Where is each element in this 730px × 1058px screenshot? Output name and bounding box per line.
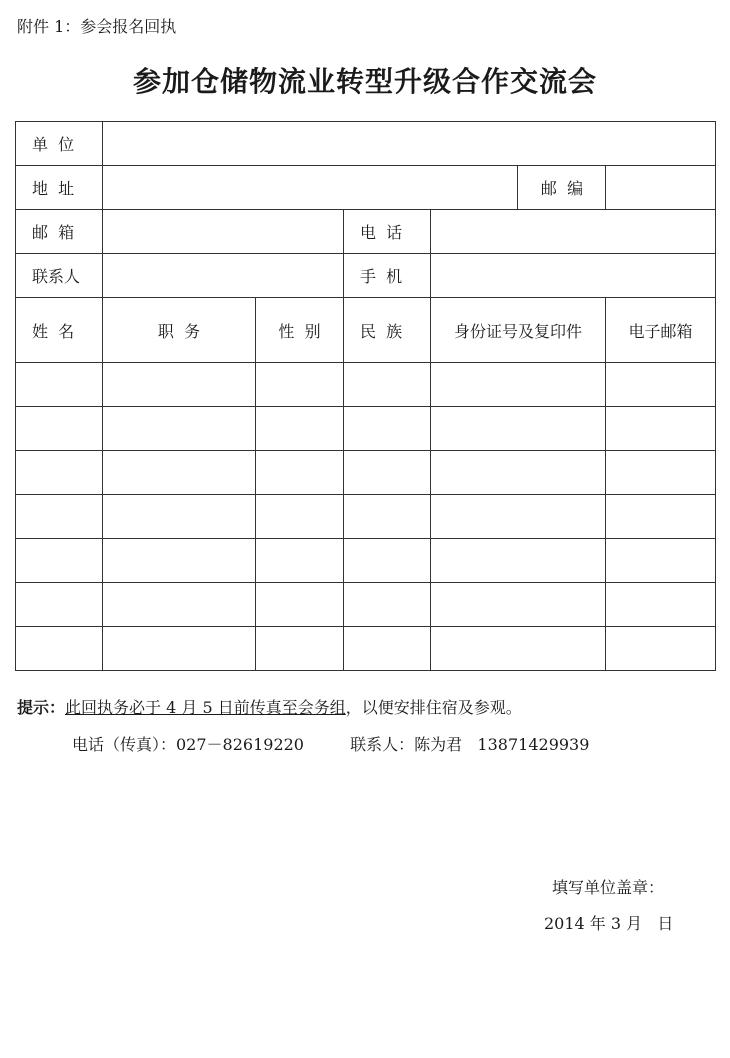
- stamp-label: 填写单位盖章：: [552, 878, 665, 897]
- table-cell[interactable]: [256, 407, 344, 451]
- phone-label: 电 话: [344, 210, 431, 254]
- table-cell[interactable]: [431, 627, 606, 671]
- registration-form-table: [15, 121, 716, 671]
- hint-label: 提示：: [17, 698, 66, 717]
- table-cell[interactable]: [606, 539, 716, 583]
- phone-field[interactable]: [431, 210, 716, 254]
- table-cell[interactable]: [103, 539, 256, 583]
- table-row: [16, 539, 716, 583]
- table-cell[interactable]: [256, 583, 344, 627]
- table-cell[interactable]: [103, 495, 256, 539]
- table-row: [16, 583, 716, 627]
- table-row: [16, 407, 716, 451]
- table-cell[interactable]: [344, 495, 431, 539]
- table-cell[interactable]: [344, 363, 431, 407]
- table-row: [16, 363, 716, 407]
- table-cell[interactable]: [103, 451, 256, 495]
- mobile-field[interactable]: [431, 254, 716, 298]
- table-cell[interactable]: [16, 451, 103, 495]
- contact-person: 联系人：陈为君 13871429939: [350, 735, 590, 754]
- postcode-label-text: 邮 编: [540, 178, 584, 198]
- mobile-label: 手 机: [344, 254, 431, 298]
- contact-field[interactable]: [103, 254, 344, 298]
- attachment-label: 附件 1：参会报名回执: [17, 17, 177, 36]
- form-row-email: [16, 210, 716, 254]
- table-cell[interactable]: [16, 539, 103, 583]
- table-cell[interactable]: [103, 363, 256, 407]
- column-header-ethnicity: 民 族: [344, 298, 431, 363]
- notes: [17, 695, 522, 718]
- table-cell[interactable]: [16, 363, 103, 407]
- contact-label: 联系人: [16, 254, 103, 298]
- table-cell[interactable]: [344, 627, 431, 671]
- table-cell[interactable]: [16, 407, 103, 451]
- column-header-email: 电子邮箱: [606, 298, 716, 363]
- table-cell[interactable]: [606, 583, 716, 627]
- column-header-gender: 性 别: [256, 298, 344, 363]
- unit-field[interactable]: [103, 122, 716, 166]
- table-cell[interactable]: [606, 407, 716, 451]
- table-cell[interactable]: [256, 451, 344, 495]
- form-row-contact: [16, 254, 716, 298]
- table-cell[interactable]: [431, 451, 606, 495]
- table-cell[interactable]: [606, 363, 716, 407]
- table-cell[interactable]: [606, 627, 716, 671]
- hint-rest: ，以便安排住宿及参观。: [345, 698, 522, 717]
- table-cell[interactable]: [344, 539, 431, 583]
- email-field[interactable]: [103, 210, 344, 254]
- contact-info: [72, 732, 589, 755]
- table-cell[interactable]: [431, 363, 606, 407]
- address-label: 地 址: [16, 166, 103, 210]
- table-cell[interactable]: [103, 407, 256, 451]
- hint-underlined: 此回执务必于 4 月 5 日前传真至会务组: [65, 698, 346, 717]
- table-cell[interactable]: [344, 451, 431, 495]
- table-cell[interactable]: [16, 495, 103, 539]
- signature-date: 2014 年 3 月 日: [544, 914, 674, 933]
- table-cell[interactable]: [344, 407, 431, 451]
- postcode-cell: [606, 166, 716, 210]
- table-cell[interactable]: [256, 363, 344, 407]
- table-cell[interactable]: [16, 583, 103, 627]
- form-row-unit: [16, 122, 716, 166]
- column-header-id-number: 身份证号及复印件: [431, 298, 606, 363]
- column-header-name: 姓 名: [16, 298, 103, 363]
- table-cell[interactable]: [256, 495, 344, 539]
- phone-fax: 电话（传真）：027－82619220: [72, 735, 304, 754]
- table-cell[interactable]: [431, 495, 606, 539]
- table-cell[interactable]: [16, 627, 103, 671]
- table-cell[interactable]: [256, 627, 344, 671]
- table-cell[interactable]: [431, 539, 606, 583]
- table-cell[interactable]: [256, 539, 344, 583]
- postcode-label: [517, 165, 606, 209]
- form-row-address: [16, 166, 716, 210]
- table-cell[interactable]: [103, 583, 256, 627]
- table-cell[interactable]: [431, 583, 606, 627]
- table-row: [16, 451, 716, 495]
- table-cell[interactable]: [606, 451, 716, 495]
- table-row: [16, 495, 716, 539]
- table-row: [16, 627, 716, 671]
- table-cell[interactable]: [606, 495, 716, 539]
- email-label: 邮 箱: [16, 210, 103, 254]
- unit-label: 单 位: [16, 122, 103, 166]
- table-header-row: [16, 298, 716, 363]
- page-title: 参加仓储物流业转型升级合作交流会: [132, 65, 597, 98]
- column-header-position: 职 务: [103, 298, 256, 363]
- table-cell[interactable]: [431, 407, 606, 451]
- table-cell[interactable]: [344, 583, 431, 627]
- table-cell[interactable]: [103, 627, 256, 671]
